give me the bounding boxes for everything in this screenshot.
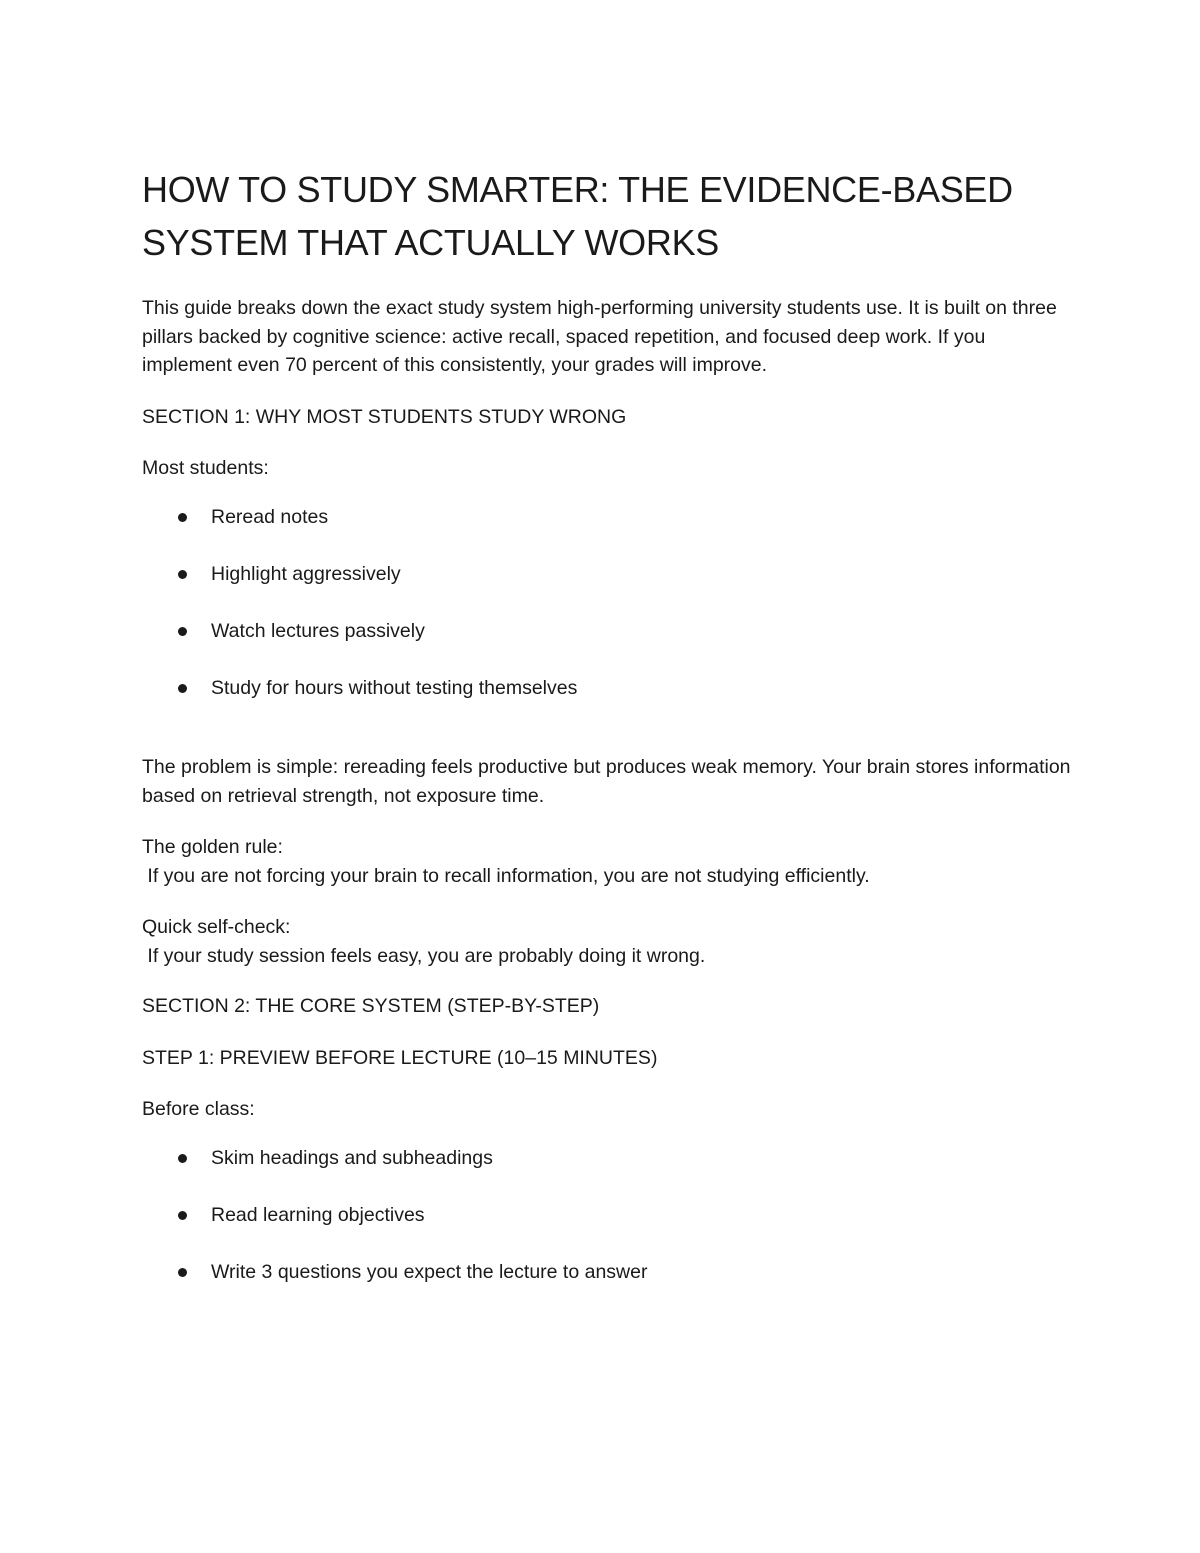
bullet-icon <box>178 513 187 522</box>
golden-rule-label: The golden rule: <box>142 836 283 858</box>
list-item-text: Read learning objectives <box>211 1203 425 1226</box>
list-item-text: Reread notes <box>211 505 329 528</box>
section-1-lead: Most students: <box>142 457 269 479</box>
bullet-icon <box>178 627 187 636</box>
list-item-text: Watch lectures passively <box>211 619 425 642</box>
section-1-heading: SECTION 1: WHY MOST STUDENTS STUDY WRONG <box>142 405 627 428</box>
list-item <box>142 503 1072 532</box>
bullet-icon <box>178 684 187 693</box>
bullet-icon <box>178 1268 187 1277</box>
list-item <box>142 674 1072 703</box>
list-item-text: Highlight aggressively <box>211 562 401 585</box>
section-2-bullet-list <box>142 1144 1072 1287</box>
list-item <box>142 560 1072 589</box>
bullet-icon <box>178 1154 187 1163</box>
document-title: HOW TO STUDY SMARTER: THE EVIDENCE-BASED SYSTEM THAT ACTUALLY WORKS <box>142 169 1013 263</box>
document-content <box>142 163 1072 1286</box>
list-item <box>142 1144 1072 1173</box>
list-item-text: Skim headings and subheadings <box>211 1146 493 1169</box>
section-1-bullet-list <box>142 503 1072 703</box>
section-2-heading: SECTION 2: THE CORE SYSTEM (STEP-BY-STEP) <box>142 995 600 1017</box>
self-check-label: Quick self-check: <box>142 916 291 938</box>
list-item <box>142 617 1072 646</box>
self-check-text: If your study session feels easy, you are probably doing it wrong. <box>142 944 706 967</box>
problem-paragraph: The problem is simple: rereading feels productive but produces weak memory. Your brain stores information based on retrieval strength, not exposure time. <box>142 756 1071 807</box>
list-item-text: Study for hours without testing themselves <box>211 676 578 699</box>
list-item <box>142 1201 1072 1230</box>
list-item-text: Write 3 questions you expect the lecture to answer <box>211 1260 648 1283</box>
section-2-lead: Before class: <box>142 1098 255 1120</box>
step-1-heading: STEP 1: PREVIEW BEFORE LECTURE (10–15 MINUTES) <box>142 1046 658 1069</box>
list-item <box>142 1258 1072 1287</box>
bullet-icon <box>178 1211 187 1220</box>
bullet-icon <box>178 570 187 579</box>
intro-paragraph: This guide breaks down the exact study system high-performing university students use. It is built on three pillars backed by cognitive science: active recall, spaced repetition, and focused deep work. If you implement even 70 percent of this consistently, your grades will improve. <box>142 297 1057 376</box>
golden-rule-text: If you are not forcing your brain to recall information, you are not studying efficiently. <box>142 864 870 887</box>
